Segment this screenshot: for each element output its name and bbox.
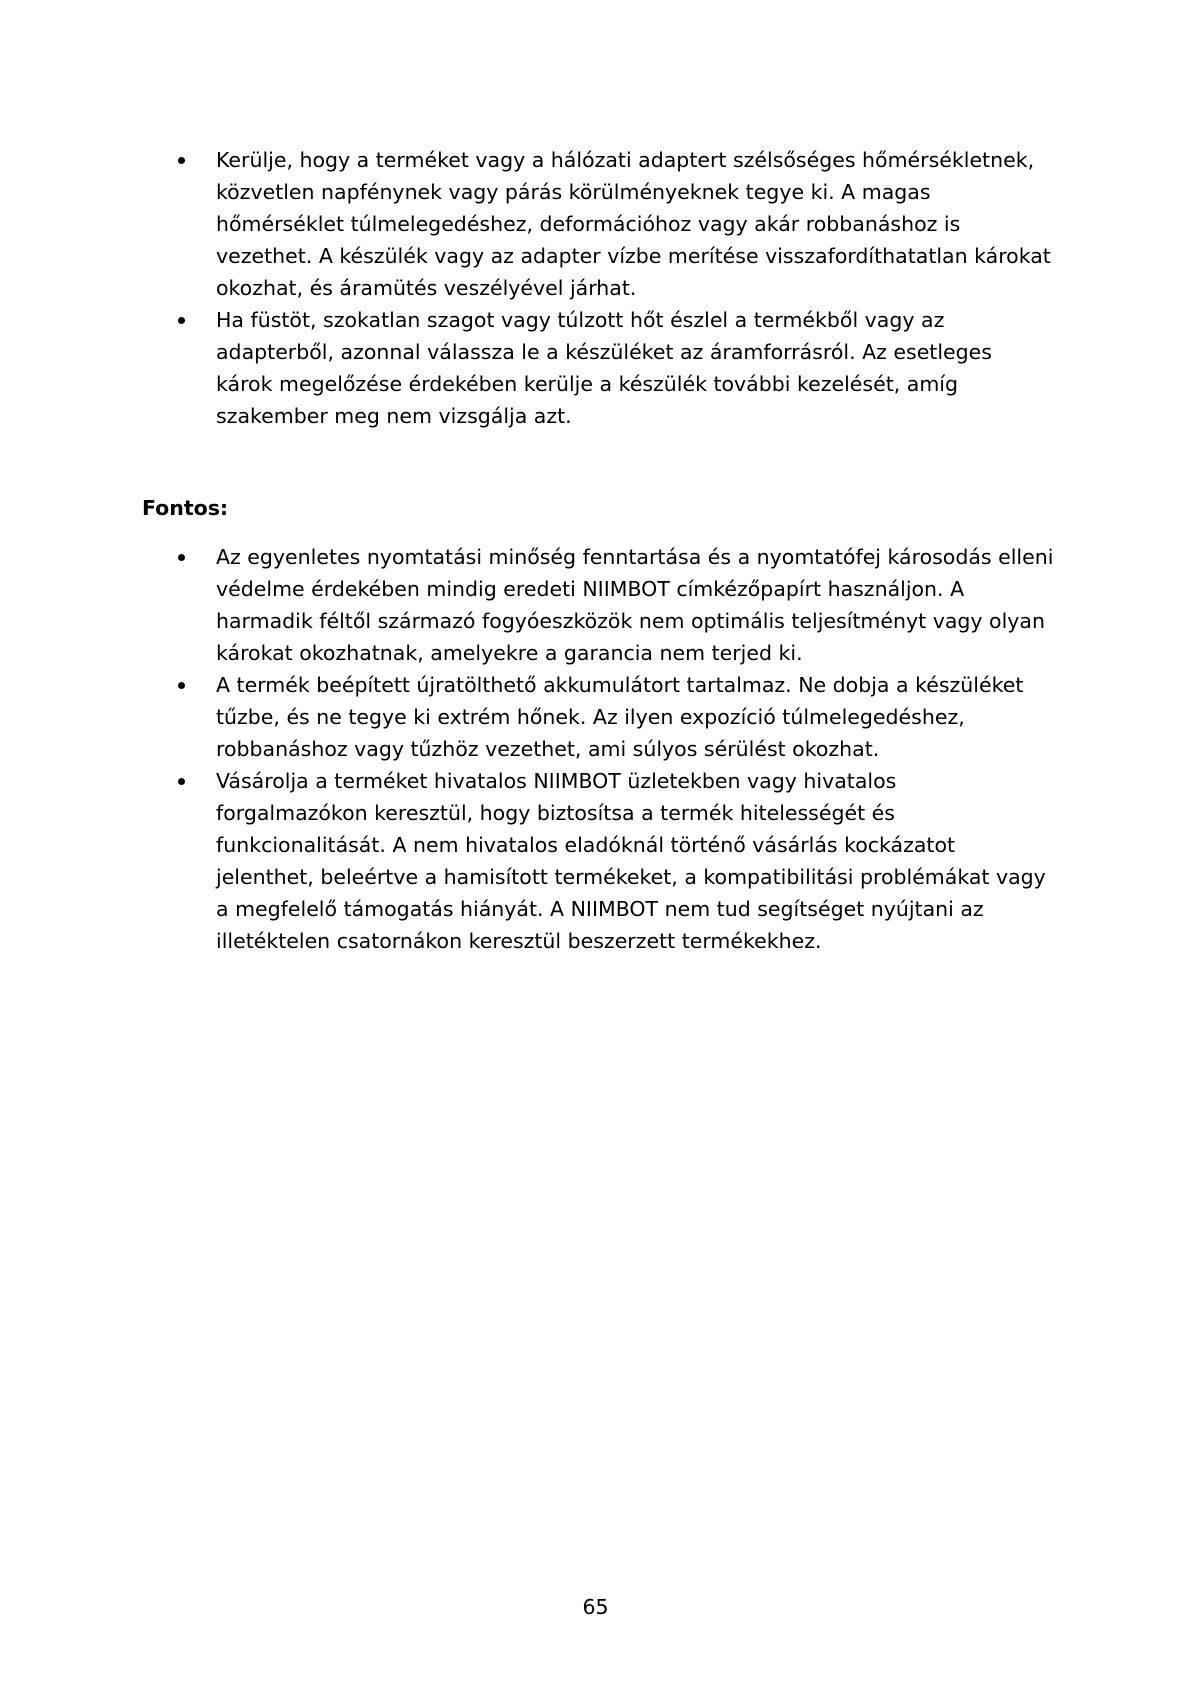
- list-item-text: Vásárolja a terméket hivatalos NIIMBOT üzletekben vagy hivatalos forgalmazókon keresztül, hogy biztosítsa a termék hitelességét és funkcionalitását. A nem hivatalos eladóknál történő vásárlás kockázatot jelenthet, beleértve a hamisított termékeket, a kompatibilitási problémákat vagy a megfelelő támogatás hiányát. A NIIMBOT nem tud segítséget nyújtani az illetéktelen csatornákon keresztül beszerzett termékekhez.: [216, 769, 1046, 953]
- warnings-list: [174, 144, 1054, 432]
- bullet-icon: [178, 317, 185, 324]
- important-list: [174, 541, 1054, 957]
- list-item: [174, 304, 1054, 432]
- list-item: [174, 144, 1054, 304]
- bullet-icon: [178, 157, 185, 164]
- list-item-text: Kerülje, hogy a terméket vagy a hálózati adaptert szélsőséges hőmérsékletnek, közvetlen napfénynek vagy párás körülményeknek tegye ki. A magas hőmérséklet túlmelegedéshez, deformációhoz vagy akár robbanáshoz is vezethet. A készülék vagy az adapter vízbe merítése visszafordíthatatlan károkat okozhat, és áramütés veszélyével járhat.: [216, 148, 1051, 300]
- list-item-text: Az egyenletes nyomtatási minőség fenntartása és a nyomtatófej károsodás elleni védelme érdekében mindig eredeti NIIMBOT címkézőpapírt használjon. A harmadik féltől származó fogyóeszközök nem optimális teljesítményt vagy olyan károkat okozhatnak, amelyekre a garancia nem terjed ki.: [216, 545, 1054, 665]
- list-item: [174, 541, 1054, 669]
- bullet-icon: [178, 682, 185, 689]
- list-item: [174, 669, 1054, 765]
- page-number: 65: [582, 1595, 609, 1619]
- bullet-icon: [178, 778, 185, 785]
- section-heading: Fontos:: [142, 496, 229, 520]
- list-item: [174, 765, 1054, 957]
- bullet-icon: [178, 554, 185, 561]
- list-item-text: A termék beépített újratölthető akkumulátort tartalmaz. Ne dobja a készüléket tűzbe, és ne tegye ki extrém hőnek. Az ilyen expozíció túlmelegedéshez, robbanáshoz vagy tűzhöz vezethet, ami súlyos sérülést okozhat.: [216, 673, 1024, 761]
- list-item-text: Ha füstöt, szokatlan szagot vagy túlzott hőt észlel a termékből vagy az adapterből, azonnal válassza le a készüléket az áramforrásról. Az esetleges károk megelőzése érdekében kerülje a készülék további kezelését, amíg szakember meg nem vizsgálja azt.: [216, 308, 992, 428]
